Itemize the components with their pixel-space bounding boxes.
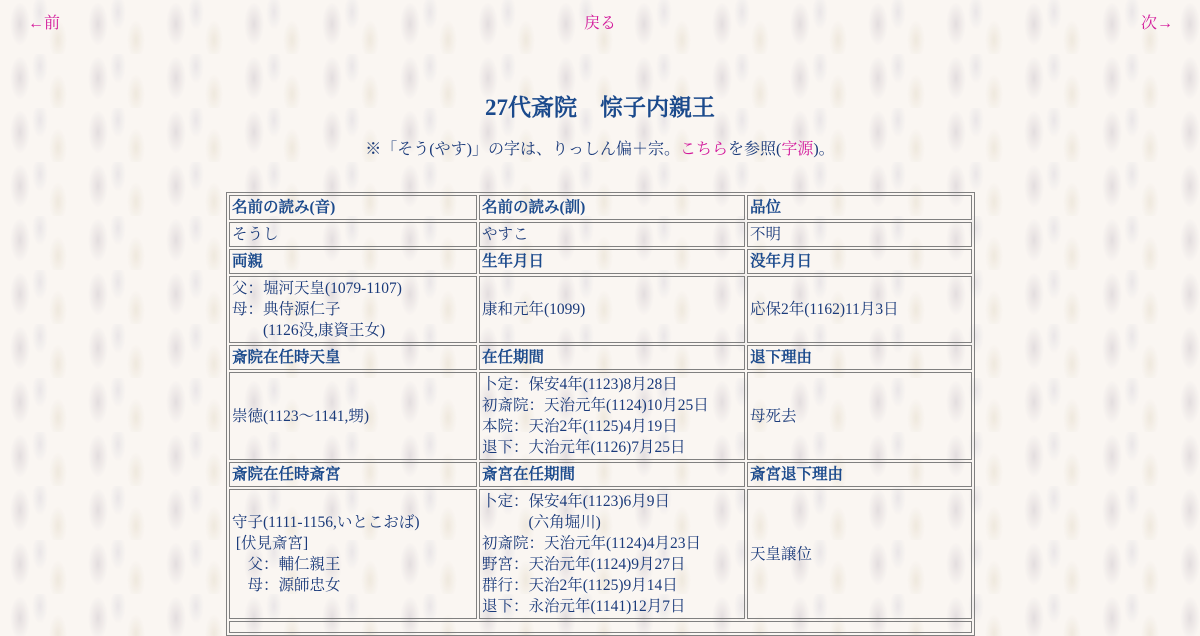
- header-saigu-term: 斎宮在任期間: [479, 462, 745, 487]
- retire-reason-value: 母死去: [747, 372, 972, 460]
- header-on-reading: 名前の読み(音): [229, 195, 477, 220]
- saigu-term-line: 卜定：保安4年(1123)6月9日: [482, 493, 670, 510]
- parents-line: 母：典侍源仁子: [232, 301, 341, 318]
- etymology-link[interactable]: 字源: [781, 141, 814, 158]
- term-value: [479, 372, 745, 460]
- header-emperor: 斎院在任時天皇: [229, 345, 477, 370]
- saigu-line: 守子(1111-1156,いとこおば): [232, 514, 420, 531]
- profile-table: [226, 192, 975, 636]
- header-rank: 品位: [747, 195, 972, 220]
- term-line: 卜定：保安4年(1123)8月28日: [482, 376, 678, 393]
- header-death: 没年月日: [747, 249, 972, 274]
- parents-line: 父：堀河天皇(1079-1107): [232, 280, 402, 297]
- table-row: [229, 489, 972, 619]
- header-row-saigu: [229, 462, 972, 487]
- header-birth: 生年月日: [479, 249, 745, 274]
- term-line: 退下：大治元年(1126)7月25日: [482, 439, 686, 456]
- header-parents: 両親: [229, 249, 477, 274]
- page-title: 27代斎院 悰子内親王: [485, 95, 715, 120]
- term-line: 初斎院：天治元年(1124)10月25日: [482, 397, 709, 414]
- on-reading-value: そうし: [229, 222, 477, 247]
- saigu-term-value: [479, 489, 745, 619]
- header-retire-reason: 退下理由: [747, 345, 972, 370]
- birth-value: 康和元年(1099): [479, 276, 745, 343]
- saigu-term-line: (六角堀川): [482, 514, 601, 531]
- note-text-post: )。: [813, 141, 835, 158]
- saigu-line: [伏見斎宮]: [232, 535, 309, 552]
- header-saigu-reason: 斎宮退下理由: [747, 462, 972, 487]
- prev-link[interactable]: ←前: [28, 15, 61, 32]
- note-text-pre: ※「そう(やす)」の字は、りっしん偏＋宗。: [365, 141, 680, 158]
- saigu-term-line: 初斎院：天治元年(1124)4月23日: [482, 535, 701, 552]
- term-line: 本院：天治2年(1125)4月19日: [482, 418, 678, 435]
- next-link[interactable]: 次→: [1141, 15, 1174, 32]
- header-saigu: 斎院在任時斎宮: [229, 462, 477, 487]
- table-row: [229, 276, 972, 343]
- header-row-dates: [229, 249, 972, 274]
- parents-value: [229, 276, 477, 343]
- emperor-value: 崇徳(1123～1141,甥): [229, 372, 477, 460]
- table-row: [229, 621, 972, 633]
- header-kun-reading: 名前の読み(訓): [479, 195, 745, 220]
- saigu-term-line: 野宮：天治元年(1124)9月27日: [482, 556, 686, 573]
- saigu-line: 母：源師忠女: [232, 577, 341, 594]
- empty-cell: [229, 621, 972, 633]
- saigu-line: 父：輔仁親王: [232, 556, 341, 573]
- rank-value: 不明: [747, 222, 972, 247]
- header-term: 在任期間: [479, 345, 745, 370]
- saigu-term-line: 群行：天治2年(1125)9月14日: [482, 577, 678, 594]
- kanji-note: [0, 136, 1200, 159]
- header-row-term: [229, 345, 972, 370]
- saigu-term-line: 退下：永治元年(1141)12月7日: [482, 598, 686, 615]
- death-value: 応保2年(1162)11月3日: [747, 276, 972, 343]
- table-row: [229, 372, 972, 460]
- note-text-mid: を参照(: [727, 141, 782, 158]
- back-link[interactable]: 戻る: [584, 15, 617, 32]
- saigu-reason-value: 天皇譲位: [747, 489, 972, 619]
- saigu-value: [229, 489, 477, 619]
- kun-reading-value: やすこ: [479, 222, 745, 247]
- table-row: [229, 222, 972, 247]
- header-row-names: [229, 195, 972, 220]
- parents-line: (1126没,康資王女): [232, 322, 386, 339]
- reference-link[interactable]: こちら: [679, 141, 728, 158]
